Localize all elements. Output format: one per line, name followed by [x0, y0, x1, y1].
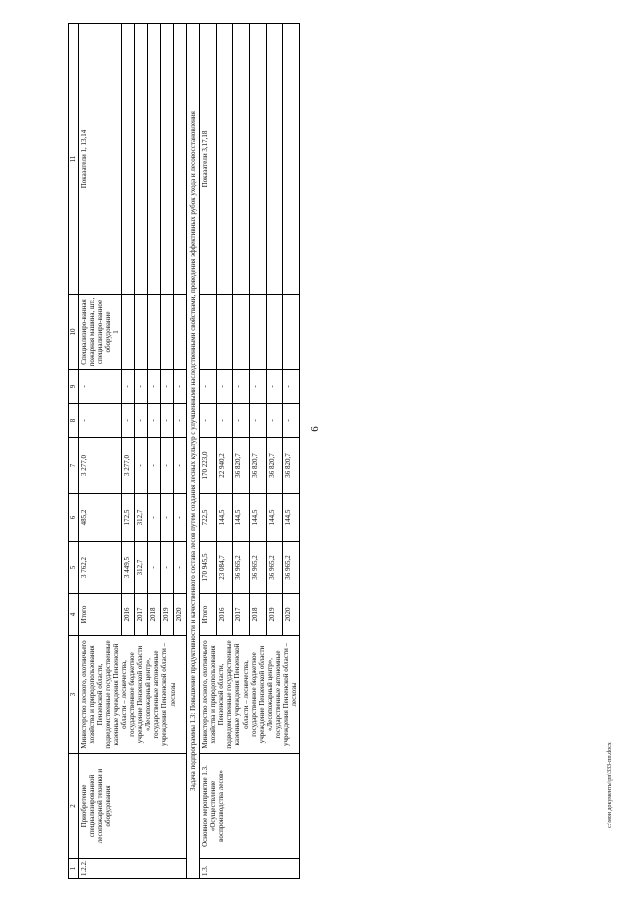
empty-cell [122, 295, 135, 370]
funding-c9: - [135, 370, 148, 404]
col-header: 2 [69, 754, 79, 859]
col-header: 1 [69, 859, 79, 879]
total-funding: 312,7 [135, 542, 148, 594]
empty-cell [135, 24, 148, 295]
col-header: 4 [69, 594, 79, 636]
year: 2019 [266, 594, 283, 636]
indicator-ref: Показатели 1, 13,14 [79, 24, 122, 295]
col-header: 6 [69, 494, 79, 542]
rotated-document-page [68, 24, 584, 879]
funding-c9: - [174, 370, 187, 404]
total-funding: - [148, 542, 161, 594]
empty-cell [266, 24, 283, 295]
funding-c8: - [79, 404, 122, 438]
measure-name: Основное мероприятие 1.3. «Осуществление воспроизводства лесов» [200, 754, 300, 859]
indicator-text: Специализиро-ванная пожарная машина, шт., специализиро-ванное оборудование [80, 297, 113, 367]
page-number: 6 [308, 426, 321, 432]
empty-cell [122, 24, 135, 295]
funding-c7: 36 820,7 [283, 438, 300, 494]
indicator-name [200, 295, 217, 370]
total-funding: - [174, 542, 187, 594]
col-header: 5 [69, 542, 79, 594]
funding-c6: - [161, 494, 174, 542]
funding-c9: - [216, 370, 233, 404]
executor: Министерство лесного, охотничьего хозяйства и природопользования Пензенской области, подведомственные государственные казенные учреждения Пензенской области – лесничества, государственное бюджетное учреждение Пензенской области «Лесопожарный центр», государственные автономные учреждения Пензенской области – лесхозы [200, 636, 300, 754]
empty-cell [148, 295, 161, 370]
task-title: Задача подпрограммы 1.3: Повышение продуктивности и качественного состава лесов путем создания лесных культур с улучшенными наследственными свойствами, проведения эффективных рубок ухода и лесовосстановления [187, 24, 200, 879]
funding-c8: - [200, 404, 217, 438]
funding-c6: - [148, 494, 161, 542]
funding-c8: - [161, 404, 174, 438]
empty-cell [250, 24, 267, 295]
year: 2017 [233, 594, 250, 636]
year: 2019 [161, 594, 174, 636]
funding-c8: - [216, 404, 233, 438]
indicator-ref: Показатели 3,17,18 [200, 24, 217, 295]
table-row [79, 24, 122, 879]
empty-cell [266, 295, 283, 370]
funding-c6: 485,2 [79, 494, 122, 542]
funding-c8: - [135, 404, 148, 438]
funding-c6: 144,5 [216, 494, 233, 542]
funding-c7: 36 820,7 [250, 438, 267, 494]
col-header: 3 [69, 636, 79, 754]
funding-c8: - [148, 404, 161, 438]
funding-c9: - [122, 370, 135, 404]
executor: Министерство лесного, охотничьего хозяйства и природопользования Пензенской области, подведомственные государственные казенные учреждения Пензенской области – лесничества, государственное бюджетное учреждение Пензенской области «Лесопожарный центр», государственные автономные учреждения Пензенской области – лесхозы [79, 636, 187, 754]
program-table [68, 23, 300, 879]
funding-c6: 144,5 [250, 494, 267, 542]
empty-cell [174, 24, 187, 295]
empty-cell [161, 295, 174, 370]
funding-c7: - [174, 438, 187, 494]
empty-cell [233, 295, 250, 370]
funding-c9: - [161, 370, 174, 404]
funding-c7: 3 277,0 [79, 438, 122, 494]
task-row [187, 24, 200, 879]
col-header: 7 [69, 438, 79, 494]
empty-cell [250, 295, 267, 370]
col-header: 10 [69, 295, 79, 370]
measure-name: Приобретение специализированной лесопожарной техники и оборудования [79, 754, 187, 859]
funding-c8: - [122, 404, 135, 438]
funding-c9: - [233, 370, 250, 404]
funding-c7: 36 820,7 [233, 438, 250, 494]
funding-c9: - [250, 370, 267, 404]
funding-c6: 172,5 [122, 494, 135, 542]
total-funding: 36 965,2 [233, 542, 250, 594]
funding-c6: 144,5 [283, 494, 300, 542]
year: 2020 [283, 594, 300, 636]
col-header: 9 [69, 370, 79, 404]
year: 2016 [122, 594, 135, 636]
funding-c8: - [283, 404, 300, 438]
funding-c9: - [283, 370, 300, 404]
funding-c9: - [148, 370, 161, 404]
row-number: 1.2.2. [79, 859, 187, 879]
year: 2018 [250, 594, 267, 636]
funding-c6: 144,5 [233, 494, 250, 542]
funding-c7: 22 940,2 [216, 438, 233, 494]
indicator-value: 1 [112, 330, 121, 334]
funding-c8: - [250, 404, 267, 438]
funding-c7: 170 223,0 [200, 438, 217, 494]
total-funding: 3 449,5 [122, 542, 135, 594]
period: Итого [79, 594, 122, 636]
year: 2016 [216, 594, 233, 636]
funding-c6: 312,7 [135, 494, 148, 542]
empty-cell [216, 24, 233, 295]
total-funding: 3 762,2 [79, 542, 122, 594]
year: 2018 [148, 594, 161, 636]
empty-cell [216, 295, 233, 370]
empty-cell [283, 295, 300, 370]
period: Итого [200, 594, 217, 636]
row-number: 1.3. [200, 859, 300, 879]
total-funding: 36 965,2 [283, 542, 300, 594]
empty-cell [161, 24, 174, 295]
funding-c7: - [135, 438, 148, 494]
total-funding: 36 965,2 [250, 542, 267, 594]
funding-c7: 36 820,7 [266, 438, 283, 494]
year: 2017 [135, 594, 148, 636]
funding-c6: 722,5 [200, 494, 217, 542]
empty-cell [283, 24, 300, 295]
total-funding: 170 945,5 [200, 542, 217, 594]
funding-c8: - [174, 404, 187, 438]
col-header: 11 [69, 24, 79, 295]
file-path-footer: c:\мои документы\рп\333-пп.docx [607, 742, 613, 828]
total-funding: - [161, 542, 174, 594]
table-row [200, 24, 217, 879]
funding-c8: - [266, 404, 283, 438]
funding-c7: - [161, 438, 174, 494]
funding-c6: 144,5 [266, 494, 283, 542]
funding-c7: - [148, 438, 161, 494]
empty-cell [148, 24, 161, 295]
funding-c7: 3 277,0 [122, 438, 135, 494]
total-funding: 23 084,7 [216, 542, 233, 594]
funding-c8: - [233, 404, 250, 438]
funding-c9: - [200, 370, 217, 404]
empty-cell [135, 295, 148, 370]
funding-c9: - [79, 370, 122, 404]
funding-c9: - [266, 370, 283, 404]
empty-cell [174, 295, 187, 370]
col-header: 8 [69, 404, 79, 438]
funding-c6: - [174, 494, 187, 542]
total-funding: 36 965,2 [266, 542, 283, 594]
indicator-name [79, 295, 122, 370]
column-number-row [69, 24, 79, 879]
empty-cell [233, 24, 250, 295]
year: 2020 [174, 594, 187, 636]
